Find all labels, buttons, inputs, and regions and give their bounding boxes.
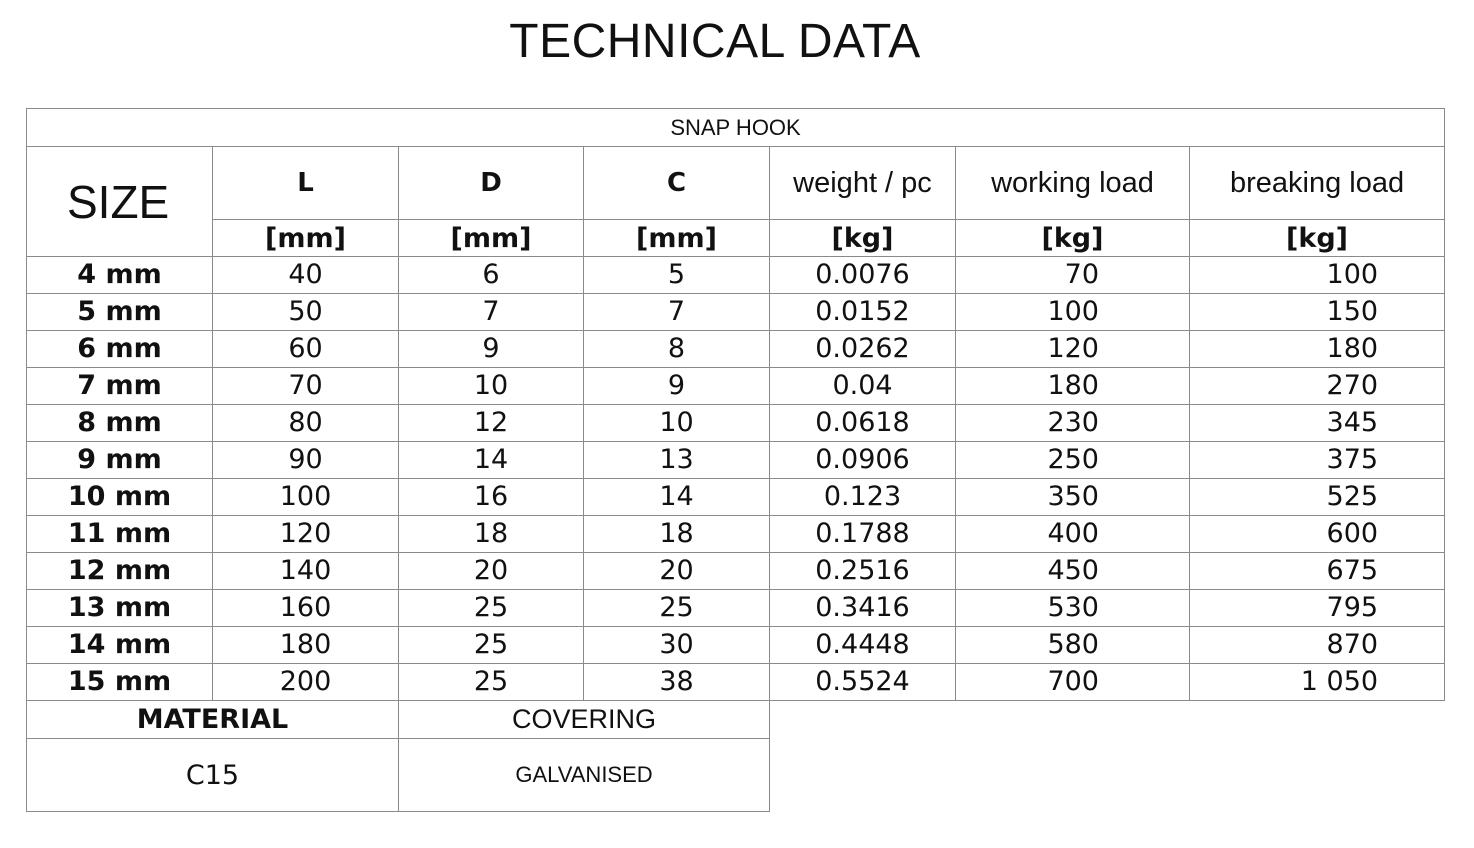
cell-weight: 0.0262 — [770, 331, 956, 368]
cell-l: 140 — [213, 553, 399, 590]
material-header: MATERIAL — [27, 701, 399, 739]
unit-c: [mm] — [584, 220, 770, 257]
cell-size: 15 mm — [27, 664, 213, 701]
cell-c: 14 — [584, 479, 770, 516]
cell-c: 7 — [584, 294, 770, 331]
cell-working-load: 400 — [956, 516, 1190, 553]
cell-breaking-load: 1 050 — [1190, 664, 1445, 701]
unit-d: [mm] — [399, 220, 584, 257]
unit-working-load: [kg] — [956, 220, 1190, 257]
unit-l: [mm] — [213, 220, 399, 257]
cell-size: 10 mm — [27, 479, 213, 516]
cell-l: 80 — [213, 405, 399, 442]
unit-weight: [kg] — [770, 220, 956, 257]
cell-l: 70 — [213, 368, 399, 405]
table-row — [27, 627, 1445, 664]
table-caption: SNAP HOOK — [27, 109, 1445, 147]
size-column-header: SIZE — [27, 147, 213, 257]
cell-working-load: 580 — [956, 627, 1190, 664]
table-row — [27, 331, 1445, 368]
page-title: TECHNICAL DATA — [509, 15, 921, 68]
cell-working-load: 450 — [956, 553, 1190, 590]
cell-working-load: 120 — [956, 331, 1190, 368]
cell-l: 200 — [213, 664, 399, 701]
material-value: C15 — [27, 739, 399, 812]
column-header-d: D — [399, 147, 584, 220]
table-row — [27, 590, 1445, 627]
column-header-breaking-load: breaking load — [1190, 147, 1445, 220]
cell-d: 14 — [399, 442, 584, 479]
table-row — [27, 257, 1445, 294]
cell-c: 18 — [584, 516, 770, 553]
cell-d: 10 — [399, 368, 584, 405]
cell-c: 10 — [584, 405, 770, 442]
cell-size: 8 mm — [27, 405, 213, 442]
cell-weight: 0.3416 — [770, 590, 956, 627]
cell-d: 16 — [399, 479, 584, 516]
table-row — [27, 294, 1445, 331]
cell-weight: 0.0618 — [770, 405, 956, 442]
column-header-l: L — [213, 147, 399, 220]
cell-d: 9 — [399, 331, 584, 368]
cell-weight: 0.5524 — [770, 664, 956, 701]
cell-l: 100 — [213, 479, 399, 516]
cell-weight: 0.1788 — [770, 516, 956, 553]
cell-breaking-load: 150 — [1190, 294, 1445, 331]
cell-breaking-load: 270 — [1190, 368, 1445, 405]
column-header-weight: weight / pc — [770, 147, 956, 220]
cell-breaking-load: 345 — [1190, 405, 1445, 442]
cell-size: 5 mm — [27, 294, 213, 331]
unit-breaking-load: [kg] — [1190, 220, 1445, 257]
table-row — [27, 664, 1445, 701]
cell-d: 20 — [399, 553, 584, 590]
cell-breaking-load: 100 — [1190, 257, 1445, 294]
cell-d: 25 — [399, 590, 584, 627]
cell-l: 90 — [213, 442, 399, 479]
cell-weight: 0.0076 — [770, 257, 956, 294]
cell-weight: 0.4448 — [770, 627, 956, 664]
blank-area — [770, 739, 1445, 812]
covering-value: GALVANISED — [399, 739, 770, 812]
cell-weight: 0.123 — [770, 479, 956, 516]
cell-l: 180 — [213, 627, 399, 664]
cell-d: 7 — [399, 294, 584, 331]
cell-breaking-load: 795 — [1190, 590, 1445, 627]
cell-size: 4 mm — [27, 257, 213, 294]
cell-weight: 0.0152 — [770, 294, 956, 331]
cell-working-load: 530 — [956, 590, 1190, 627]
cell-working-load: 250 — [956, 442, 1190, 479]
cell-l: 60 — [213, 331, 399, 368]
cell-size: 12 mm — [27, 553, 213, 590]
table-row — [27, 479, 1445, 516]
column-header-working-load: working load — [956, 147, 1190, 220]
cell-working-load: 100 — [956, 294, 1190, 331]
table-row — [27, 516, 1445, 553]
table-row — [27, 368, 1445, 405]
cell-c: 38 — [584, 664, 770, 701]
cell-size: 7 mm — [27, 368, 213, 405]
covering-header: COVERING — [399, 701, 770, 739]
cell-d: 12 — [399, 405, 584, 442]
cell-l: 40 — [213, 257, 399, 294]
cell-c: 30 — [584, 627, 770, 664]
cell-working-load: 70 — [956, 257, 1190, 294]
cell-l: 160 — [213, 590, 399, 627]
cell-c: 13 — [584, 442, 770, 479]
cell-d: 18 — [399, 516, 584, 553]
cell-breaking-load: 525 — [1190, 479, 1445, 516]
snap-hook-table — [26, 108, 1445, 812]
cell-size: 9 mm — [27, 442, 213, 479]
cell-size: 11 mm — [27, 516, 213, 553]
cell-d: 6 — [399, 257, 584, 294]
cell-c: 8 — [584, 331, 770, 368]
cell-size: 6 mm — [27, 331, 213, 368]
cell-d: 25 — [399, 627, 584, 664]
cell-working-load: 180 — [956, 368, 1190, 405]
cell-breaking-load: 675 — [1190, 553, 1445, 590]
cell-working-load: 350 — [956, 479, 1190, 516]
cell-l: 50 — [213, 294, 399, 331]
cell-weight: 0.2516 — [770, 553, 956, 590]
cell-breaking-load: 180 — [1190, 331, 1445, 368]
cell-c: 9 — [584, 368, 770, 405]
cell-working-load: 700 — [956, 664, 1190, 701]
cell-c: 25 — [584, 590, 770, 627]
cell-breaking-load: 600 — [1190, 516, 1445, 553]
cell-size: 13 mm — [27, 590, 213, 627]
cell-size: 14 mm — [27, 627, 213, 664]
cell-breaking-load: 375 — [1190, 442, 1445, 479]
cell-c: 20 — [584, 553, 770, 590]
table-row — [27, 442, 1445, 479]
cell-breaking-load: 870 — [1190, 627, 1445, 664]
cell-c: 5 — [584, 257, 770, 294]
cell-l: 120 — [213, 516, 399, 553]
cell-d: 25 — [399, 664, 584, 701]
table-row — [27, 553, 1445, 590]
cell-weight: 0.0906 — [770, 442, 956, 479]
cell-weight: 0.04 — [770, 368, 956, 405]
blank-area — [770, 701, 1445, 739]
cell-working-load: 230 — [956, 405, 1190, 442]
table-row — [27, 405, 1445, 442]
column-header-c: C — [584, 147, 770, 220]
